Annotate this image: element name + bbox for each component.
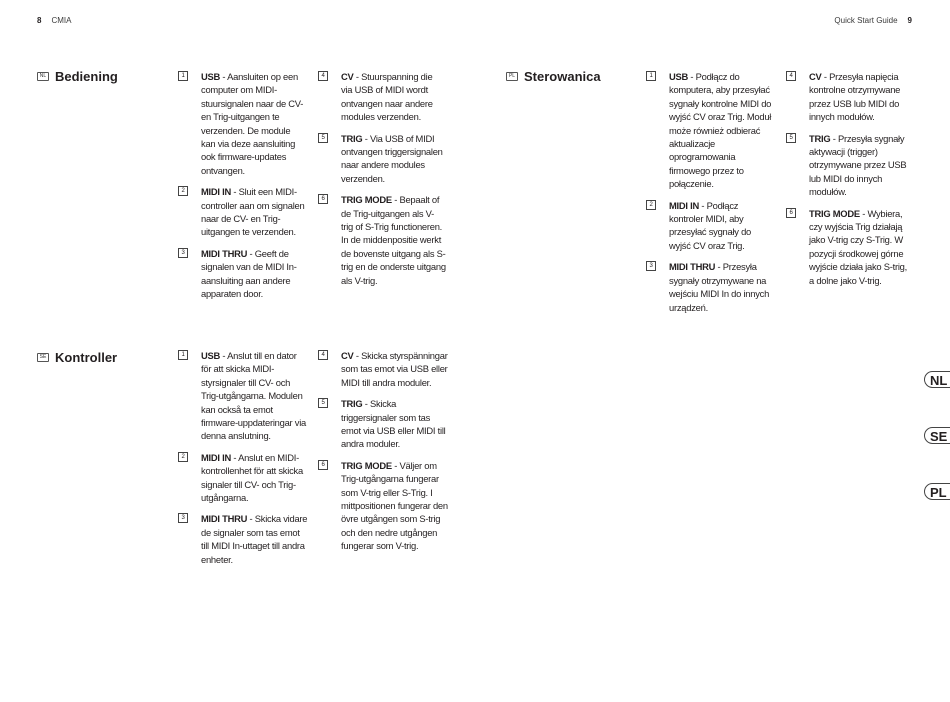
item-key: MIDI THRU (669, 261, 716, 273)
item-number: 6 (786, 208, 796, 218)
item-key: TRIG (341, 132, 363, 144)
section-title-nl (37, 69, 118, 84)
item-number: 3 (178, 513, 188, 523)
list-item (786, 70, 914, 124)
item-number: 5 (786, 133, 796, 143)
pl-column-1 (646, 70, 774, 322)
item-text: - Anslut en MIDI-kontrollenhet för att skicka signaler till CV- och Trig-utgångarna. (201, 451, 303, 504)
section-heading: Kontroller (55, 350, 118, 365)
item-text: - Bepaalt of de Trig-uitgangen als V-trig of S-Trig functioneren. In de middenpositie werkt de bovenste uitgang als S-trig en de onderste uitgang als V-trig. (341, 194, 446, 286)
item-key: USB (201, 71, 221, 82)
item-number: 1 (178, 350, 188, 360)
list-item (318, 132, 446, 186)
right-page-number: 9 (907, 16, 912, 25)
se-column-2 (318, 349, 448, 561)
nl-column-2 (318, 70, 446, 295)
item-key: MIDI IN (669, 199, 700, 211)
section-heading: Bediening (55, 69, 118, 84)
list-item (178, 247, 306, 301)
item-key: TRIG MODE (341, 459, 392, 471)
item-text: - Podłącz do komputera, aby przesyłać sygnały kontrolne MIDI do wyjść CV oraz Trig. Moduł może również odbierać aktualizacje oprogramowania firmowego przez to połączenie. (669, 71, 772, 190)
item-text: - Skicka styrspänningar som tas emot via USB eller MIDI till andra moduler. (341, 350, 448, 388)
item-number: 3 (178, 248, 188, 258)
section-title-pl (506, 69, 601, 84)
item-text: - Skicka triggersignaler som tas emot via USB eller MIDI till andra moduler. (341, 398, 446, 450)
pl-column-2 (786, 70, 914, 295)
item-number: 4 (786, 71, 796, 81)
item-key: MIDI IN (201, 186, 232, 198)
left-page-number: 8 (37, 16, 42, 25)
item-number: 5 (318, 133, 328, 143)
tab-se[interactable]: SE (924, 427, 950, 444)
section-heading: Sterowanica (524, 69, 601, 84)
item-key: TRIG (341, 398, 363, 410)
list-item (786, 207, 914, 287)
item-number: 2 (178, 186, 188, 196)
item-number: 1 (178, 71, 188, 81)
section-title-se (37, 350, 117, 365)
list-item (178, 451, 308, 505)
tab-nl[interactable]: NL (924, 371, 950, 388)
list-item (318, 193, 446, 287)
item-text: - Podłącz kontroler MIDI, aby przesyłać sygnały do wyjść CV oraz Trig. (669, 199, 752, 251)
item-number: 4 (318, 350, 328, 360)
item-text: - Przesyła sygnały otrzymywane na wejściu MIDI In do innych urządzeń. (669, 261, 770, 313)
item-text: - Geeft de signalen van de MIDI In-aansluiting aan andere apparaten door. (201, 247, 297, 300)
lang-box-pl: PL (506, 72, 518, 81)
list-item (178, 512, 308, 566)
item-text: - Wybiera, czy wyjścia Trig działają jako V-trig czy S-Trig. W pozycji środkowej górne wyjście działa jako S-trig, a dolne jako V-trig. (809, 207, 907, 286)
item-key: CV (341, 71, 354, 82)
item-number: 5 (318, 398, 328, 408)
list-item (646, 260, 774, 314)
right-header-title: Quick Start Guide (834, 16, 898, 25)
item-key: MIDI IN (201, 451, 232, 463)
list-item (646, 70, 774, 191)
right-page-header (834, 16, 912, 25)
item-number: 1 (646, 71, 656, 81)
item-number: 3 (646, 261, 656, 271)
list-item (178, 70, 306, 177)
item-text: - Sluit een MIDI-controller aan om signalen naar de CV- en Trig-uitgangen te verzenden. (201, 186, 305, 238)
item-key: USB (669, 71, 689, 82)
tab-pl[interactable]: PL (924, 483, 950, 500)
list-item (786, 132, 914, 199)
list-item (178, 349, 308, 443)
lang-box-nl: NL (37, 72, 49, 81)
list-item (318, 70, 446, 124)
item-key: MIDI THRU (201, 513, 248, 525)
item-key: MIDI THRU (201, 247, 248, 259)
item-number: 2 (178, 452, 188, 462)
item-text: - Väljer om Trig-utgångarna fungerar som V-trig eller S-Trig. I mittpositionen fungerar den övre utgången som S-trig och den nedre utgången fungerar som V-trig. (341, 459, 448, 552)
item-number: 6 (318, 194, 328, 204)
list-item (318, 459, 448, 553)
item-text: - Przesyła sygnały aktywacji (trigger) otrzymywane przez USB lub MIDI do innych modułów. (809, 132, 907, 198)
list-item (318, 397, 448, 451)
item-text: - Via USB of MIDI ontvangen triggersignalen naar andere modules verzenden. (341, 132, 443, 184)
item-text: - Stuurspanning die via USB of MIDI wordt ontvangen naar andere modules verzenden. (341, 71, 433, 123)
lang-box-se: SE (37, 353, 49, 362)
left-page-header (37, 16, 71, 25)
item-text: - Przesyła napięcia kontrolne otrzymywane przez USB lub MIDI do innych modułów. (809, 71, 901, 123)
left-header-title: CMIA (51, 16, 72, 25)
item-text: - Skicka vidare de signaler som tas emot till MIDI In-uttaget till andra enheter. (201, 513, 308, 565)
item-key: CV (809, 71, 822, 82)
list-item (646, 199, 774, 253)
item-key: USB (201, 350, 221, 361)
list-item (178, 185, 306, 239)
item-number: 2 (646, 200, 656, 210)
item-key: CV (341, 350, 354, 361)
item-number: 6 (318, 460, 328, 470)
item-key: TRIG MODE (341, 194, 392, 206)
item-key: TRIG (809, 132, 831, 144)
nl-column-1 (178, 70, 306, 309)
item-number: 4 (318, 71, 328, 81)
list-item (318, 349, 448, 389)
item-key: TRIG MODE (809, 207, 860, 219)
se-column-1 (178, 349, 308, 574)
item-text: - Anslut till en dator för att skicka MIDI-styrsignaler till CV- och Trig-utgångarna. Modulen kan också ta emot firmware-uppdateringar via denna anslutning. (201, 350, 307, 442)
item-text: - Aansluiten op een computer om MIDI-stuursignalen naar de CV- en Trig-uitgangen te verzenden. De module kan via deze aansluiting ook firmware-updates ontvangen. (201, 71, 304, 176)
